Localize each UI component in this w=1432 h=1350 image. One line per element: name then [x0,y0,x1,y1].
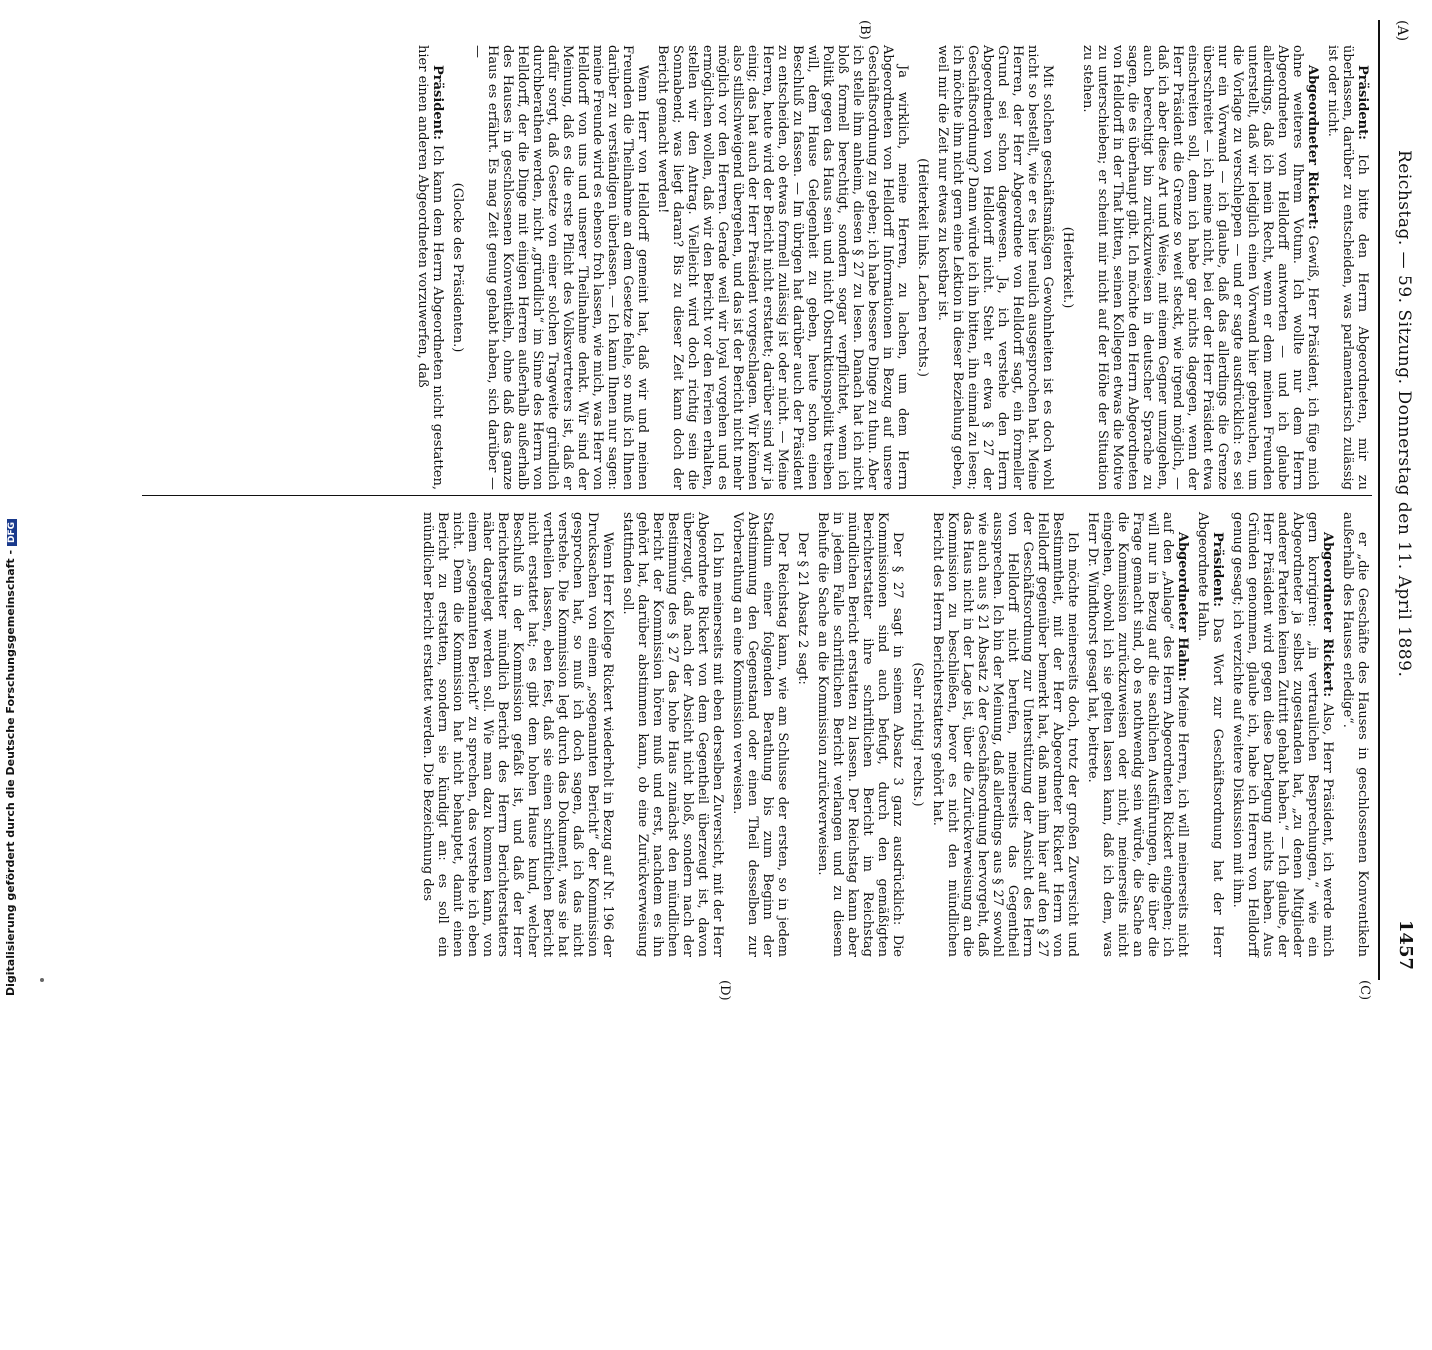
paragraph-text: (Sehr richtig! rechts.) [910,662,925,807]
paragraph [415,45,445,490]
margin-marker-d: (D) [717,980,732,1001]
paragraph [815,512,905,957]
speaker-name: Abgeordneter Rickert: [1320,532,1335,697]
paragraph-text: (Glocke des Präsidenten.) [450,182,465,353]
stage-direction [450,45,465,490]
paragraph [655,45,910,490]
footer-text: Digitalisierung gefördert durch die Deutsche Forschungsgemeinschaft - [4,549,17,996]
margin-marker-b: (B) [857,20,872,40]
stage-direction [1060,45,1075,490]
paragraph-text: (Heiterkeit.) [1060,226,1075,309]
stage-direction [915,45,930,490]
paragraph-text: Der § 27 sagt in seinem Absatz 3 ganz ausdrücklich: Die Kommissionen sind auch befugt, durch den gemäßigten Berichterstatter ihre schriftlichen Bericht im Reichstag mündlichen Bericht erstatten zu lassen. Der Reichstag kann aber in jedem Falle schriftlichen Bericht verlangen und zu diesem Behufe die Sache an die Kommission zurückverweisen. [815,512,905,957]
paragraph [1340,512,1370,957]
page-number: 1457 [1395,919,1416,970]
paragraph-text: Ich bitte den Herrn Abgeordneten, mir zu überlassen, darüber zu entscheiden, was parlamentarisch zulässig ist oder nicht. [1325,45,1370,490]
paragraph [930,512,1080,957]
paragraph [1080,45,1320,490]
paragraph [795,512,810,957]
paragraph-text: Gewiß, Herr Präsident, ich füge mich ohne weiteres Ihrem Votum. Ich wollte nur dem Herrn Abgeordneten von Helldorff antworten — und ich glaube allerdings, daß ich mein Recht, wenn er dem meinen Freunden unterstellt, daß wir lediglich einen Vorwand hier gebrauchen, um die Vorlage zu verschleppen — und er sagte ausdrücklich: es sei nur ein Vorwand — ich glaube, daß das allerdings die Grenze überschreitet — ich meine nicht, bei der der Herr Präsident etwa einschreiten soll, denn ich habe gar nichts dagegen, wenn der Herr Präsident die Grenze so weit steckt, wie irgend möglich, — daß ich aber diese Art und Weise, mit einem Gegner umzugehen, auch berechtigt bin zurückzuweisen in deutscher Sprache zu sagen, die es überhaupt gibt. Ich möchte den Herrn Abgeordneten von Helldorff in der That bitten, seinen Kollegen etwas die Motive zu unterschieben; er scheint mir nicht auf der Höhe der Situation zu stehen. [1080,45,1320,491]
speaker-name: Präsident: [430,65,445,140]
paragraph-text: Ja wirklich, meine Herren, zu lachen, um dem Herrn Abgeordneten von Helldorff Informationen in Bezug auf unsere Geschäftsordnung zu geben; ich habe bessere Dinge zu thun. Aber ich stelle ihm anheim, diesen § 27 zu lesen. Danach hat ich nicht bloß formell berechtigt, sondern sogar verpflichtet, wenn ich Politik gegen das Haus sein und nicht Obstruktionspolitik treiben will, dem Hause Gelegenheit zu geben, heute schon einen Beschluß zu fassen. — Im übrigen hat darüber auch der Präsident zu entscheiden, ob etwas formell zulässig ist oder nicht. — Meine Herren, heute wird der Bericht nicht erstattet; darüber sind wir ja einig; das hat auch der Herr Präsident vorgeschlagen. Wir können also stillschweigend übergehen, und das ist der Bericht nicht mehr möglich vor den Herren. Gerade weil wir loyal vorgehen und es ermöglichen wollen, daß wir den Bericht vor den Ferien erhalten, stellen wir den Antrag. Vielleicht wird doch richtig sein die Sonnabend; was liegt daran? Bis zu dieser Zeit kann doch der Bericht gemacht werden! [655,45,910,490]
paragraph [1230,512,1335,957]
header-rule [1378,20,1380,980]
paragraph [1195,512,1225,957]
right-column [415,512,1370,957]
paragraph-text: Ich möchte meinerseits doch, trotz der großen Zuversicht und Bestimmtheit, mit der Herr Abgeordneter Rickert Herrn von Helldorff gegenüber bemerkt hat, daß man ihm hier auf den § 27 der Geschäftsordnung zur Unterstützung der Ansicht des Herrn von Helldorff nicht berufen, meinerseits das Gegentheil aussprechen. Ich bin der Meinung, daß allerdings aus § 27 sowohl wie auch aus § 21 Absatz 2 der Geschäftsordnung hervorgeht, daß das Haus nicht in der Lage ist, über die Zurückverweisung an die Kommission zu beschließen, bevor es nicht den mündlichen Bericht des Herrn Berichterstatters gehört hat. [930,512,1080,957]
left-column [410,45,1370,490]
scan-speck [40,978,44,982]
paragraph-text: Wenn Herr Kollege Rickert wiederholt in Bezug auf Nr. 196 der Drucksachen von einem „sogenannten Bericht“ der Kommission gesprochen hat, so muß ich doch sagen, daß ich das nicht verstehe. Die Kommission legt durch das Dokument, was sie hat vertheilen lassen, eben fest, daß sie einen schriftlichen Bericht nicht erstattet hat; es gibt dem hohen Hause kund, welcher Beschluß in der Kommission gefaßt ist, und daß der Herr Berichterstatter mündlich Bericht des Herrn Berichterstatters näher dargelegt werden soll. Wie man dazu kommen kann, von einem „sogenannten Bericht“ zu sprechen, das verstehe ich eben nicht. Denn die Kommission hat nicht behauptet, damit einen Bericht zu erstatten, sondern sie kündigt an: es soll ein mündlicher Bericht erstattet werden. Die Bezeichnung des [420,512,615,957]
paragraph-text: er „die Geschäfte des Hauses in geschlossenen Konventikeln außerhalb des Hauses erledige“. [1340,512,1370,957]
column-divider [142,495,1372,496]
paragraph-text: (Heiterkeit links. Lachen rechts.) [915,158,930,377]
page-title: Reichstag. — 59. Sitzung. Donnerstag den 11. April 1889. [1394,150,1414,678]
margin-marker-a: (A) [1394,20,1410,42]
paragraph [935,45,1055,490]
paragraph-text: Der Reichstag kann, wie am Schlusse der ersten, so in jedem Stadium einer folgenden Berathung bis zum Beginn der Abstimmung den Gegenstand oder einen Theil desselben zur Vorberathung an eine Kommission verweisen. [730,512,790,957]
speaker-name: Präsident: [1355,65,1370,140]
paragraph-text: Der § 21 Absatz 2 sagt: [795,532,810,685]
paragraph-text: Mit solchen geschäftsmäßigen Gewohnheiten ist es doch wohl nicht so bestellt, wie er es hier neulich ausgesprochen hat. Meine Herren, der Herr Abgeordnete von Helldorff sagt, ein formeller Grund sei schon dagewesen. Ja, ich verstehe den Herrn Abgeordneten von Helldorff nicht. Steht er etwa § 27 der Geschäftsordnung? Dann würde ich ihn bitten, ihn einmal zu lesen; ich möchte ihm nicht gern eine Lektion in dieser Beziehung geben, weil mir die Zeit nur etwas zu kostbar ist. [935,45,1055,490]
paragraph-text: Also, Herr Präsident, ich werde mich gern korrigiren: „in vertraulichen Besprechungen,“ wie ein Abgeordneter ja selbst zugestanden hat, „zu denen Mitglieder anderer Parteien keinen Zutritt gehabt haben.“ — Ich glaube, der Herr Präsident wird gegen diese Darlegung nichts haben. Aus Gründen genommen, glaube ich, habe ich Herren von Helldorff genug gesagt; ich verzichte auf weitere Diskussion mit ihm. [1230,512,1335,957]
speaker-name: Präsident: [1210,532,1225,607]
paragraph [620,512,725,957]
paragraph [470,45,650,490]
margin-marker-c: (C) [1357,980,1372,1001]
paragraph [1085,512,1190,957]
paragraph-text: Ich kann dem Herrn Abgeordneten nicht gestatten, hier einen anderen Abgeordneten vorzuwerfen, daß [415,45,445,490]
paragraph [730,512,790,957]
paragraph [1325,45,1370,490]
paragraph-text: Ich bin meinerseits mit eben derselben Zuversicht, mit der Herr Abgeordnete Rickert von dem Gegentheil überzeugt ist, davon überzeugt, daß nach der Absicht nicht bloß, sondern nach der Bestimmung des § 27 das hohe Haus zunächst den mündlichen Bericht der Kommission hören muß und erst, nachdem es ihn gehört hat, darüber abstimmen kann, ob eine Zurückverweisung stattfinden soll. [620,512,725,957]
dfg-logo: DFG [7,519,17,546]
speaker-name: Abgeordneter Rickert: [1305,65,1320,230]
speaker-name: Abgeordneter Hahn: [1175,532,1190,682]
page-header [1382,20,1422,980]
paragraph-text: Das Wort zur Geschäftsordnung hat der Herr Abgeordnete Hahn. [1195,512,1225,957]
paragraph-text: Wenn Herr von Helldorff gemeint hat, daß wir und meinen Freunden die Theilnahme an dem Gesetze fehle, so muß ich Ihnen darüber zu verständigen überlassen. — Ich kann Ihnen nur sagen: meine Freunde wird es ebenso froh lassen, wie mich, was Herr von Helldorff von uns und unserer Theilnahme denkt. Wir sind der Meinung, daß es die erste Pflicht des Volksvertreters ist, daß er dafür sorgt, daß Gesetze von einer solchen Tragweite gründlich durchberathen werden, nicht „gründlich“ im Sinne des Herrn von Helldorff, der die Dinge mit einigen Herren außerhalb außerhalb des Hauses in geschlossenen Konventikeln, ohne daß das ganze Haus es erfährt. Es mag Zeit genug gehabt haben, sich darüber — — [470,45,650,490]
paragraph-text: Meine Herren, ich will meinerseits nicht auf den „Anlage“ des Herrn Abgeordneten Rickert eingehen; ich will nur in Bezug auf die sachlichen Ausführungen, die über die Frage gemacht sind, ob es nothwendig sein würde, die Sache an die Kommission zurückzuweisen oder nicht, meinerseits nicht eingehen, obwohl ich sie gelten lassen kann, daß ich dem, was Herr Dr. Windthorst gesagt hat, beitrete. [1085,512,1190,958]
paragraph [420,512,615,957]
stage-direction [910,512,925,957]
